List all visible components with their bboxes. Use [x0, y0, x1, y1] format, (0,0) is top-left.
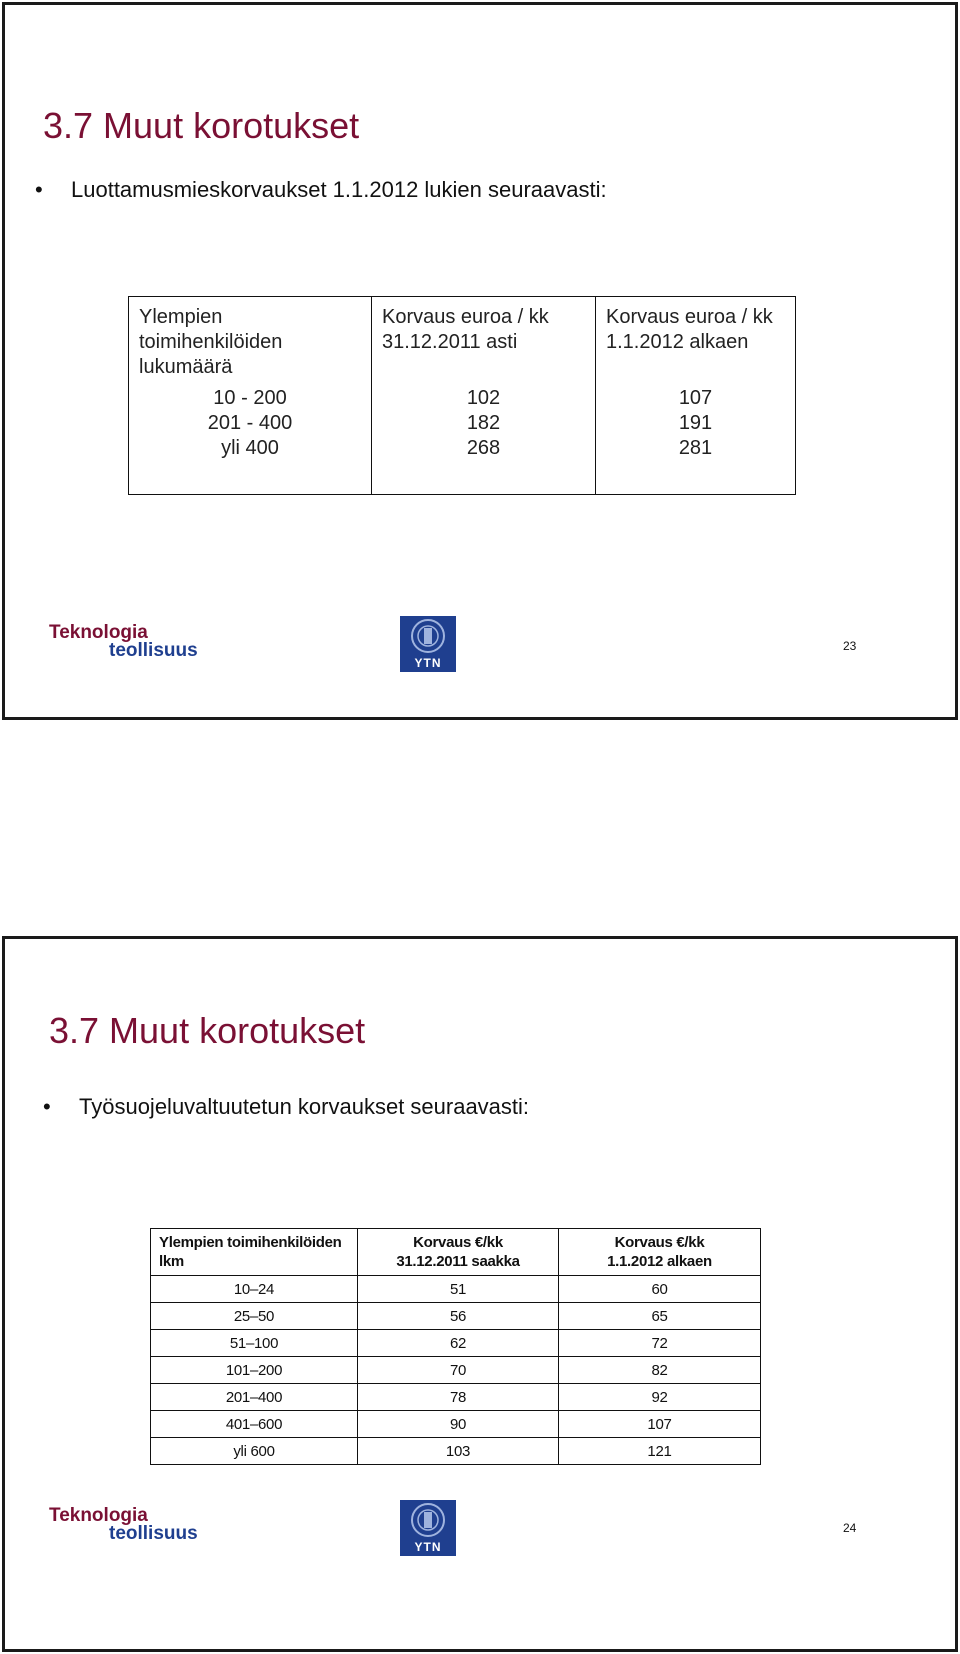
table-row — [151, 1276, 761, 1303]
table-row — [151, 1411, 761, 1438]
slide-23 — [2, 2, 958, 720]
header-cell-count: Ylempien toimihenkilöiden lkm — [151, 1229, 358, 1276]
body-cell-before: 102 182 268 — [372, 380, 596, 495]
cell-after: 121 — [559, 1438, 761, 1465]
cell-after: 92 — [559, 1384, 761, 1411]
teknologiateollisuus-logo: Teknologia teollisuus — [49, 1505, 198, 1544]
bullet-dot-icon: • — [43, 1094, 51, 1119]
bullet-item — [43, 1094, 529, 1120]
table-header-row — [151, 1229, 761, 1276]
bullet-text: Työsuojeluvaltuutetun korvaukset seuraavasti: — [79, 1094, 530, 1119]
body-cell-after: 107 191 281 — [596, 380, 796, 495]
cell-after: 107 — [559, 1411, 761, 1438]
cell-count: 51–100 — [151, 1330, 358, 1357]
cell-after: 65 — [559, 1303, 761, 1330]
cell-count: yli 600 — [151, 1438, 358, 1465]
header-cell-before: Korvaus €/kk 31.12.2011 saakka — [358, 1229, 559, 1276]
slide-title: 3.7 Muut korotukset — [43, 105, 360, 146]
cell-before: 56 — [358, 1303, 559, 1330]
cell-before: 70 — [358, 1357, 559, 1384]
cell-after: 72 — [559, 1330, 761, 1357]
cell-before: 51 — [358, 1276, 559, 1303]
bullet-item — [35, 177, 607, 203]
header-cell-count: Ylempien toimihenkilöiden lukumäärä — [129, 297, 372, 381]
cell-count: 25–50 — [151, 1303, 358, 1330]
teknologiateollisuus-logo: Teknologia teollisuus — [49, 622, 198, 661]
cell-before: 90 — [358, 1411, 559, 1438]
page-number: 24 — [843, 1521, 857, 1535]
cell-count: 401–600 — [151, 1411, 358, 1438]
cell-before: 62 — [358, 1330, 559, 1357]
body-cell-count: 10 - 200 201 - 400 yli 400 — [129, 380, 372, 495]
cell-before: 78 — [358, 1384, 559, 1411]
cell-after: 82 — [559, 1357, 761, 1384]
bullet-dot-icon: • — [35, 177, 43, 202]
header-cell-before: Korvaus euroa / kk 31.12.2011 asti — [372, 297, 596, 381]
header-cell-after: Korvaus euroa / kk 1.1.2012 alkaen — [596, 297, 796, 381]
table-row — [151, 1303, 761, 1330]
table-header-row — [129, 297, 796, 381]
table-row — [151, 1384, 761, 1411]
cell-count: 101–200 — [151, 1357, 358, 1384]
table-body-row — [129, 380, 796, 495]
table-row — [151, 1357, 761, 1384]
slide-24 — [2, 936, 958, 1652]
luottamusmies-table — [128, 296, 796, 495]
table-row — [151, 1438, 761, 1465]
cell-count: 10–24 — [151, 1276, 358, 1303]
header-cell-after: Korvaus €/kk 1.1.2012 alkaen — [559, 1229, 761, 1276]
cell-count: 201–400 — [151, 1384, 358, 1411]
page-number: 23 — [843, 639, 857, 653]
ytn-emblem-icon — [400, 1500, 456, 1542]
ytn-logo: YTN — [400, 616, 456, 672]
cell-before: 103 — [358, 1438, 559, 1465]
cell-after: 60 — [559, 1276, 761, 1303]
bullet-text: Luottamusmieskorvaukset 1.1.2012 lukien seuraavasti: — [71, 177, 607, 202]
ytn-logo: YTN — [400, 1500, 456, 1556]
tyosuojelu-table — [150, 1228, 761, 1465]
slide-title: 3.7 Muut korotukset — [49, 1010, 366, 1051]
ytn-emblem-icon — [400, 616, 456, 658]
table-row — [151, 1330, 761, 1357]
